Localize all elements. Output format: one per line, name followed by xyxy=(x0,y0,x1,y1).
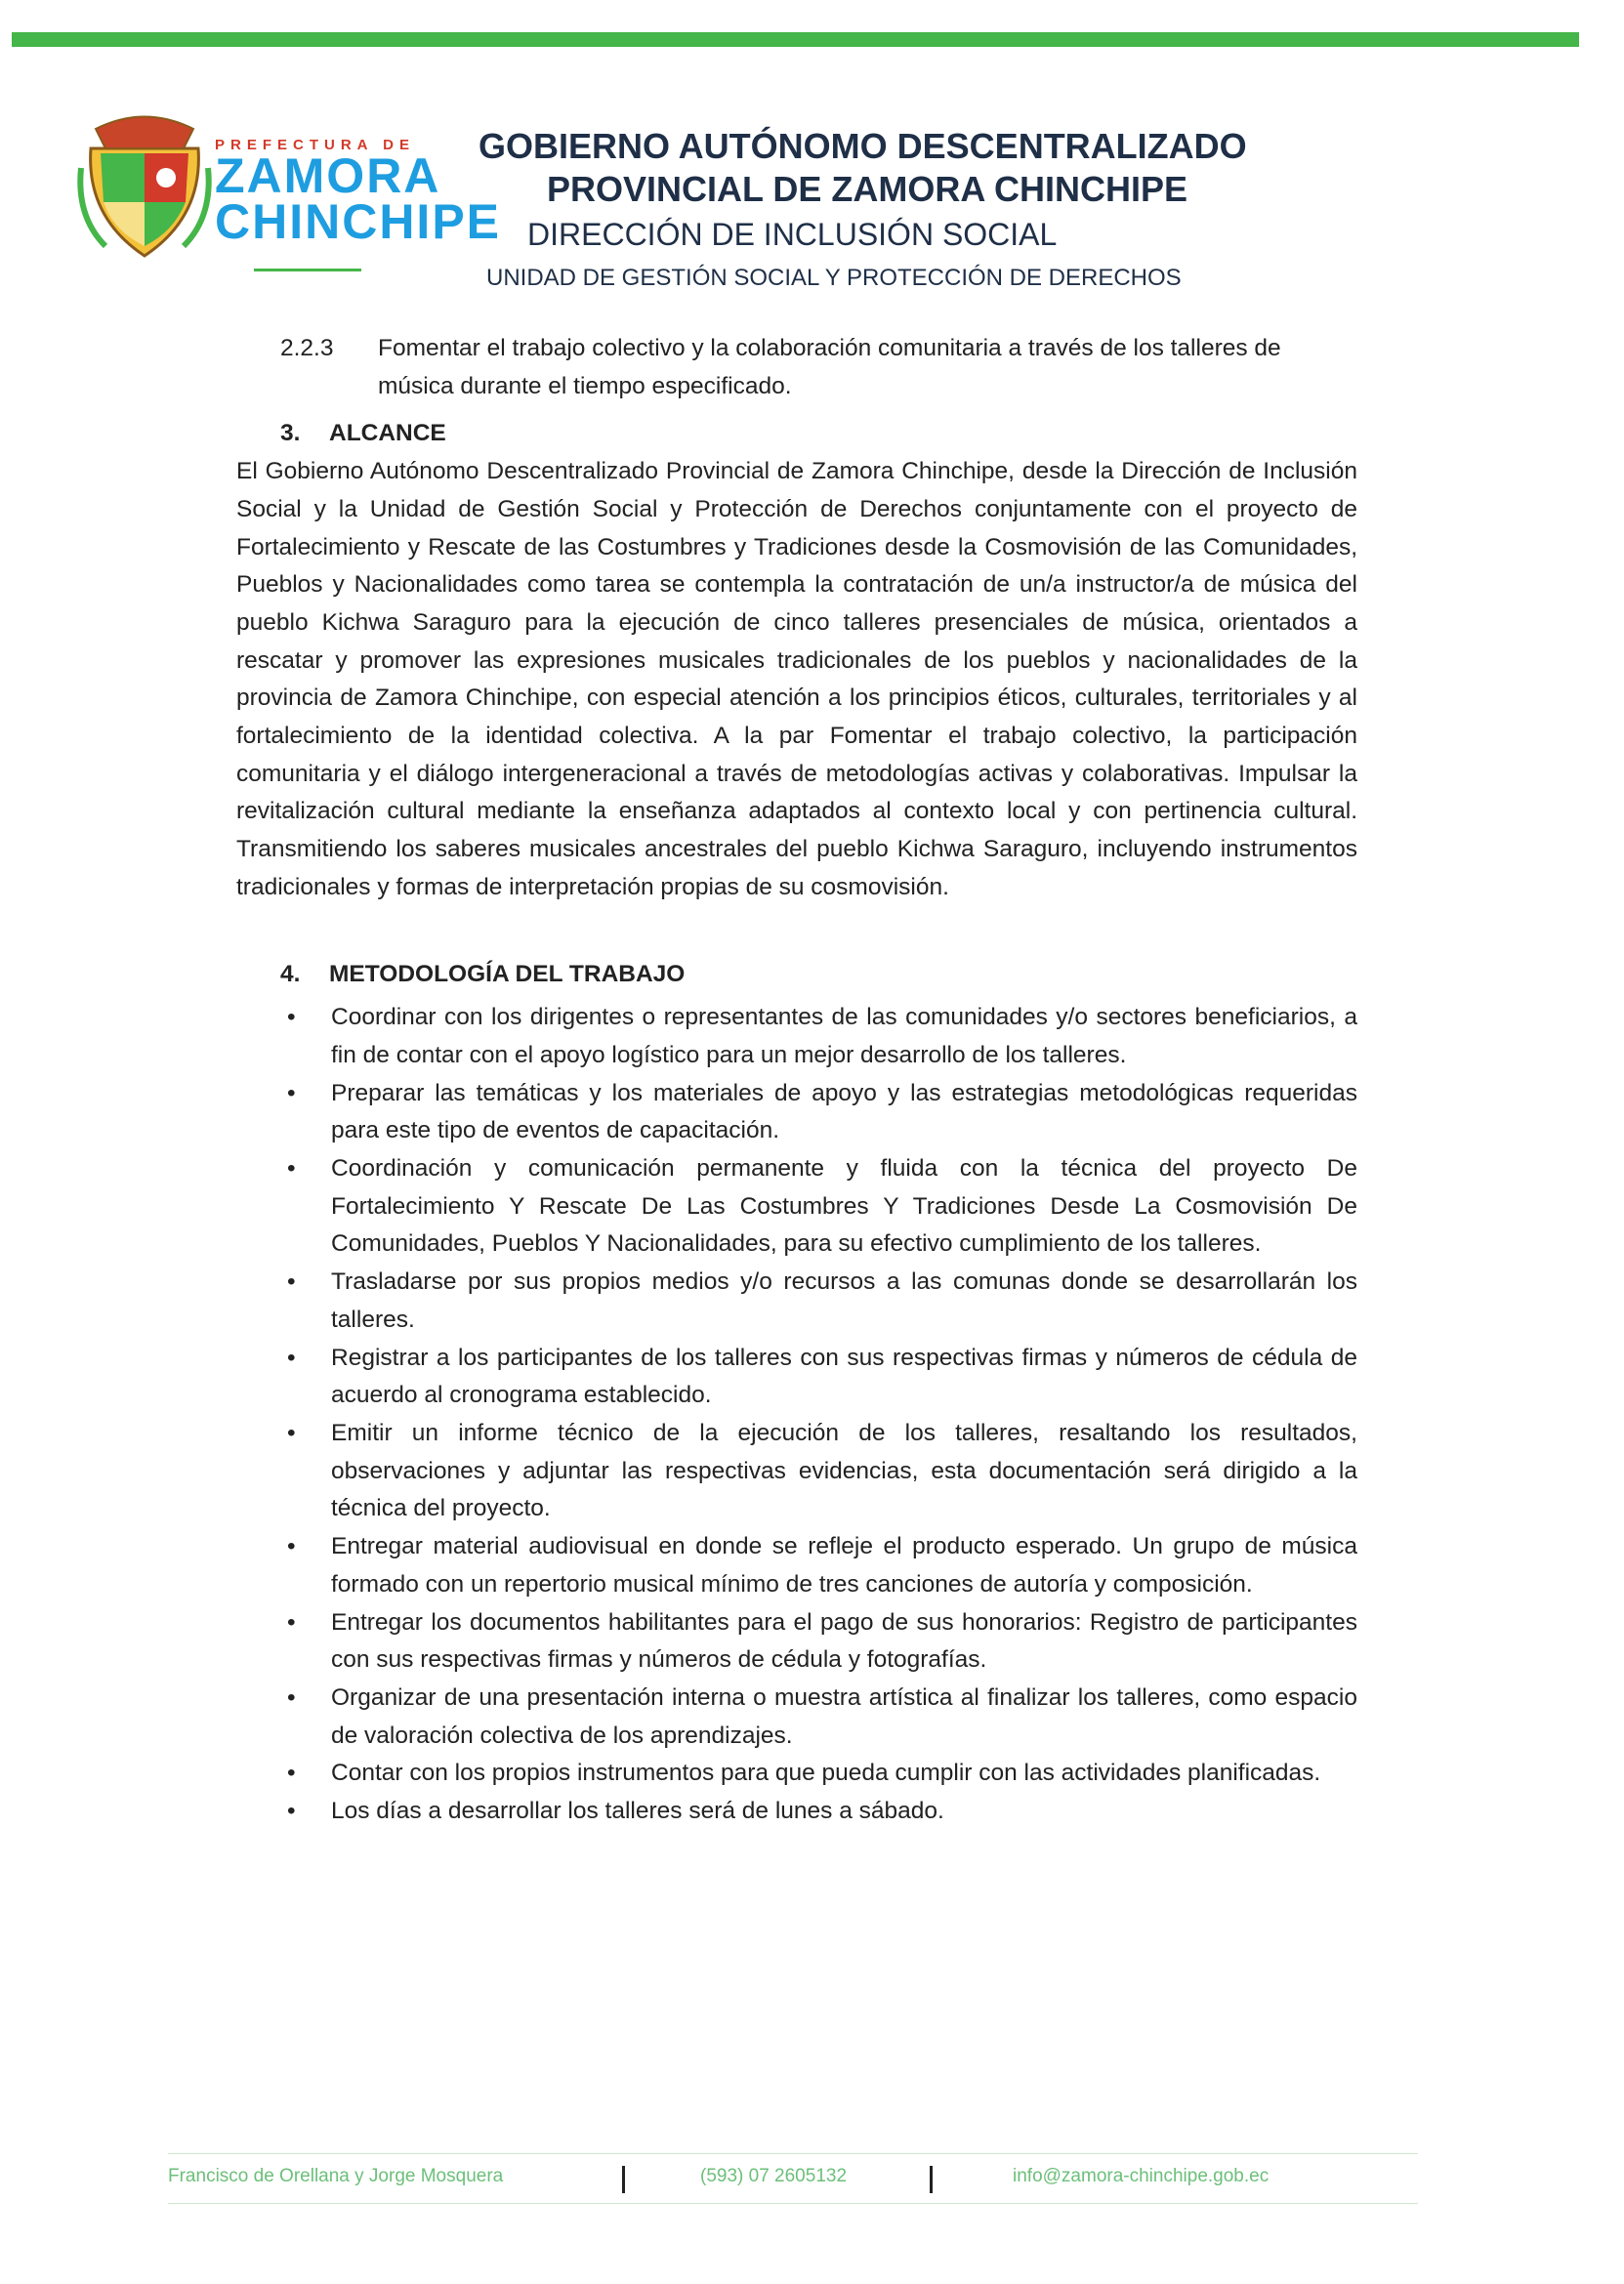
subsection-number: 2.2.3 xyxy=(280,335,334,361)
footer-divider xyxy=(930,2166,933,2193)
direction-title: DIRECCIÓN DE INCLUSIÓN SOCIAL xyxy=(527,217,1058,252)
section-number: 3. xyxy=(280,420,301,447)
coat-of-arms-logo xyxy=(76,109,213,266)
top-accent-bar xyxy=(12,32,1579,47)
subsection-text: Fomentar el trabajo colectivo y la colaboración comunitaria a través de los talleres de música durante el tiempo especificado. xyxy=(378,335,1281,399)
bullet-icon: • xyxy=(287,1004,296,1031)
list-item: • Coordinación y comunicación permanente y fluida con la técnica del proyecto De Fortalecimiento Y Rescate De Las Costumbres Y Tradiciones Desde La Cosmovisión De Comunidades, Pueblos Y Nacionalidades, para su efectivo cumplimiento de los talleres. xyxy=(236,1150,1357,1264)
footer-address: Francisco de Orellana y Jorge Mosquera xyxy=(168,2166,504,2186)
footer-email[interactable]: info@zamora-chinchipe.gob.ec xyxy=(1013,2166,1270,2186)
section-number: 4. xyxy=(280,960,301,987)
list-item: • Trasladarse por sus propios medios y/o recursos a las comunas donde se desarrollarán los talleres. xyxy=(236,1264,1357,1339)
list-item: • Entregar material audiovisual en donde se refleje el producto esperado. Un grupo de música formado con un repertorio musical mínimo de tres canciones de autoría y composición. xyxy=(236,1528,1357,1603)
bullet-icon: • xyxy=(287,1683,296,1711)
title-line2: PROVINCIAL DE ZAMORA CHINCHIPE xyxy=(547,169,1188,209)
footer-phone: (593) 07 2605132 xyxy=(700,2166,848,2186)
brand-wordmark xyxy=(215,137,502,271)
title-line1: GOBIERNO AUTÓNOMO DESCENTRALIZADO xyxy=(479,126,1247,166)
footer-divider xyxy=(622,2166,625,2193)
methodology-list xyxy=(236,999,1357,1830)
bullet-icon: • xyxy=(287,1533,296,1560)
brand-name-line1: ZAMORA xyxy=(215,148,441,203)
list-item: • Los días a desarrollar los talleres será de lunes a sábado. xyxy=(236,1793,1357,1831)
unit-title: UNIDAD DE GESTIÓN SOCIAL Y PROTECCIÓN DE DERECHOS xyxy=(486,265,1182,291)
list-item: • Emitir un informe técnico de la ejecución de los talleres, resaltando los resultados, observaciones y adjuntar las respectivas evidencias, esta documentación será dirigido a la técnica del proyecto. xyxy=(236,1415,1357,1528)
bullet-icon: • xyxy=(287,1344,296,1371)
bullet-icon: • xyxy=(287,1419,296,1446)
bullet-icon: • xyxy=(287,1155,296,1183)
bullet-icon: • xyxy=(287,1608,296,1636)
section-heading-metodologia xyxy=(280,956,1357,994)
list-item: • Contar con los propios instrumentos para que pueda cumplir con las actividades planificadas. xyxy=(236,1755,1357,1793)
page-footer xyxy=(168,2153,1418,2204)
subsection-2-2-3 xyxy=(280,330,1357,405)
document-body xyxy=(236,330,1357,1831)
brand-name-line2: CHINCHIPE xyxy=(215,194,502,249)
list-item: • Preparar las temáticas y los materiales de apoyo y las estrategias metodológicas requeridas para este tipo de eventos de capacitación. xyxy=(236,1075,1357,1150)
list-item: • Registrar a los participantes de los talleres con sus respectivas firmas y números de cédula de acuerdo al cronograma establecido. xyxy=(236,1340,1357,1415)
list-item: • Entregar los documentos habilitantes para el pago de sus honorarios: Registro de participantes con sus respectivas firmas y números de cédula y fotografías. xyxy=(236,1604,1357,1680)
section-title: ALCANCE xyxy=(329,420,446,447)
bullet-icon: • xyxy=(287,1760,296,1787)
alcance-paragraph: El Gobierno Autónomo Descentralizado Provincial de Zamora Chinchipe, desde la Dirección de Inclusión Social y la Unidad de Gestión Social y Protección de Derechos conjuntamente con el proyecto de Fortalecimiento y Rescate de las Costumbres y Tradiciones desde la Cosmovisión de las Comunidades, Pueblos y Nacionalidades como tarea se contempla la contratación de un/a instructor/a de música del pueblo Kichwa Saraguro para la ejecución de cinco talleres presenciales de música, orientados a rescatar y promover las expresiones musicales tradicionales de los pueblos y nacionalidades de la provincia de Zamora Chinchipe, con especial atención a los principios éticos, culturales, territoriales y al fortalecimiento de la identidad colectiva. A la par Fomentar el trabajo colectivo, la participación comunitaria y el diálogo intergeneracional a través de metodologías activas y colaborativas. Impulsar la revitalización cultural mediante la enseñanza adaptados al contexto local y con pertinencia cultural. Transmitiendo los saberes musicales ancestrales del pueblo Kichwa Saraguro, incluyendo instrumentos tradicionales y formas de interpretación propias de su cosmovisión. xyxy=(236,458,1357,900)
bullet-icon: • xyxy=(287,1268,296,1296)
letterhead xyxy=(479,125,1357,299)
brand-underline xyxy=(254,269,361,271)
list-item: • Coordinar con los dirigentes o representantes de las comunidades y/o sectores beneficiarios, a fin de contar con el apoyo logístico para un mejor desarrollo de los talleres. xyxy=(236,999,1357,1074)
section-heading-alcance xyxy=(280,415,1357,453)
brand-prefix: PREFECTURA DE xyxy=(215,137,415,153)
list-item: • Organizar de una presentación interna o muestra artística al finalizar los talleres, como espacio de valoración colectiva de los aprendizajes. xyxy=(236,1680,1357,1755)
bullet-icon: • xyxy=(287,1798,296,1825)
bullet-icon: • xyxy=(287,1079,296,1106)
section-title: METODOLOGÍA DEL TRABAJO xyxy=(329,960,686,987)
